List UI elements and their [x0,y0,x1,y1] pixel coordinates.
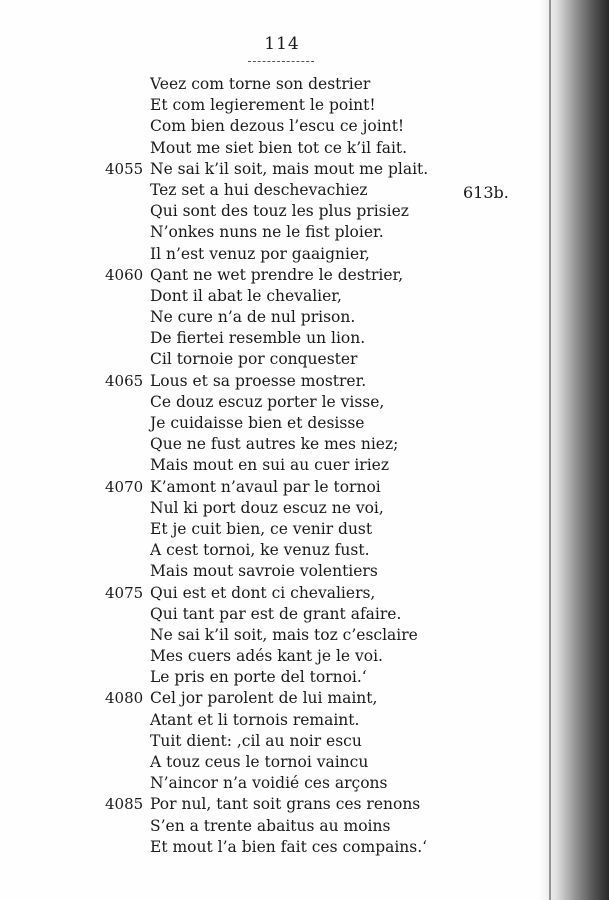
verse-line [0,265,540,286]
verse-line [0,286,540,307]
verse-line [0,180,540,201]
verse-text: Ne sai k’il soit, mais toz c’esclaire [150,625,418,644]
verse-text: Il n’est venuz por gaaignier, [150,244,370,263]
binding-edge [549,0,551,900]
verse-text: Dont il abat le chevalier, [150,286,342,305]
line-number: 4060 [105,265,144,284]
verse-text: Qant ne wet prendre le destrier, [150,265,404,284]
verse-text: Por nul, tant soit grans ces renons [150,795,421,814]
verse-text: A cest tornoi, ke venuz fust. [150,541,370,560]
verse-text: Tuit dient: ,cil au noir escu [150,731,362,750]
verse-text: Ce douz escuz porter le visse, [150,392,385,411]
verse-text: Mout me siet bien tot ce k’il fait. [150,138,408,157]
verse-line [0,222,540,243]
verse-line [0,349,540,370]
verse-text: Qui tant par est de grant afaire. [150,604,402,623]
verse-line [0,328,540,349]
verse-text: Mes cuers adés kant je le voi. [150,647,383,666]
verse-line [0,604,540,625]
verse-line [0,371,540,392]
verse-block [0,74,540,858]
verse-line [0,477,540,498]
verse-line [0,519,540,540]
verse-text: Qui est et dont ci chevaliers, [150,583,376,602]
verse-line [0,752,540,773]
verse-text: Mais mout savroie volentiers [150,562,378,581]
verse-text: Ne cure n’a de nul prison. [150,308,356,327]
verse-text: Veez com torne son destrier [150,75,371,93]
verse-line [0,561,540,582]
verse-text: Et je cuit bien, ce venir dust [150,519,373,538]
verse-text: Que ne fust autres ke mes niez; [150,435,399,454]
verse-text: Qui sont des touz les plus prisiez [150,202,409,221]
verse-text: Je cuidaisse bien et desisse [150,414,365,432]
verse-text: Cel jor parolent de lui maint, [150,689,378,708]
line-number: 4075 [105,583,144,602]
line-number: 4085 [105,795,144,814]
verse-text: De fiertei resemble un lion. [150,329,366,348]
verse-text: Ne sai k’il soit, mais mout me plait. [150,159,429,178]
verse-line [0,688,540,709]
verse-line [0,201,540,222]
verse-text: Nul ki port douz escuz ne voi, [150,498,384,517]
verse-line [0,244,540,265]
verse-text: A touz ceus le tornoi vaincu [150,753,369,771]
line-number: 4055 [105,159,144,178]
verse-line [0,773,540,794]
verse-line [0,794,540,815]
verse-line [0,95,540,116]
verse-text: Atant et li tornois remaint. [150,710,360,729]
verse-line [0,455,540,476]
verse-text: N’onkes nuns ne le fist ploier. [150,223,384,242]
verse-text: Tez set a hui deschevachiez [150,180,368,199]
verse-line [0,710,540,731]
verse-text: Cil tornoie por conquester [150,350,358,369]
verse-text: Et com legierement le point! [150,96,376,115]
line-number: 4070 [105,477,144,496]
line-number: 4065 [105,371,144,390]
verse-line [0,307,540,328]
verse-line [0,625,540,646]
verse-line [0,74,540,95]
verse-line [0,816,540,837]
page-number: 114 [264,34,300,54]
page-number-rule [248,61,314,62]
verse-line [0,667,540,688]
verse-text: Et mout l’a bien fait ces compains.‘ [150,837,428,856]
verse-line [0,646,540,667]
verse-line [0,413,540,434]
verse-line [0,138,540,159]
verse-line [0,731,540,752]
verse-text: Lous et sa proesse mostrer. [150,371,367,390]
verse-line [0,583,540,604]
verse-text: K’amont n’avaul par le tornoi [150,477,381,496]
verse-text: S’en a trente abaitus au moins [150,816,391,835]
verse-text: N’aincor n’a voidié ces arçons [150,774,388,793]
verse-line [0,498,540,519]
verse-line [0,540,540,561]
margin-folio-reference: 613b. [463,183,509,202]
verse-line [0,837,540,858]
line-number: 4080 [105,689,144,708]
verse-text: Com bien dezous l’escu ce joint! [150,117,405,136]
verse-text: Le pris en porte del tornoi.‘ [150,668,367,687]
verse-text: Mais mout en sui au cuer iriez [150,456,390,475]
verse-line [0,392,540,413]
verse-line [0,159,540,180]
verse-line [0,116,540,137]
verse-line [0,434,540,455]
